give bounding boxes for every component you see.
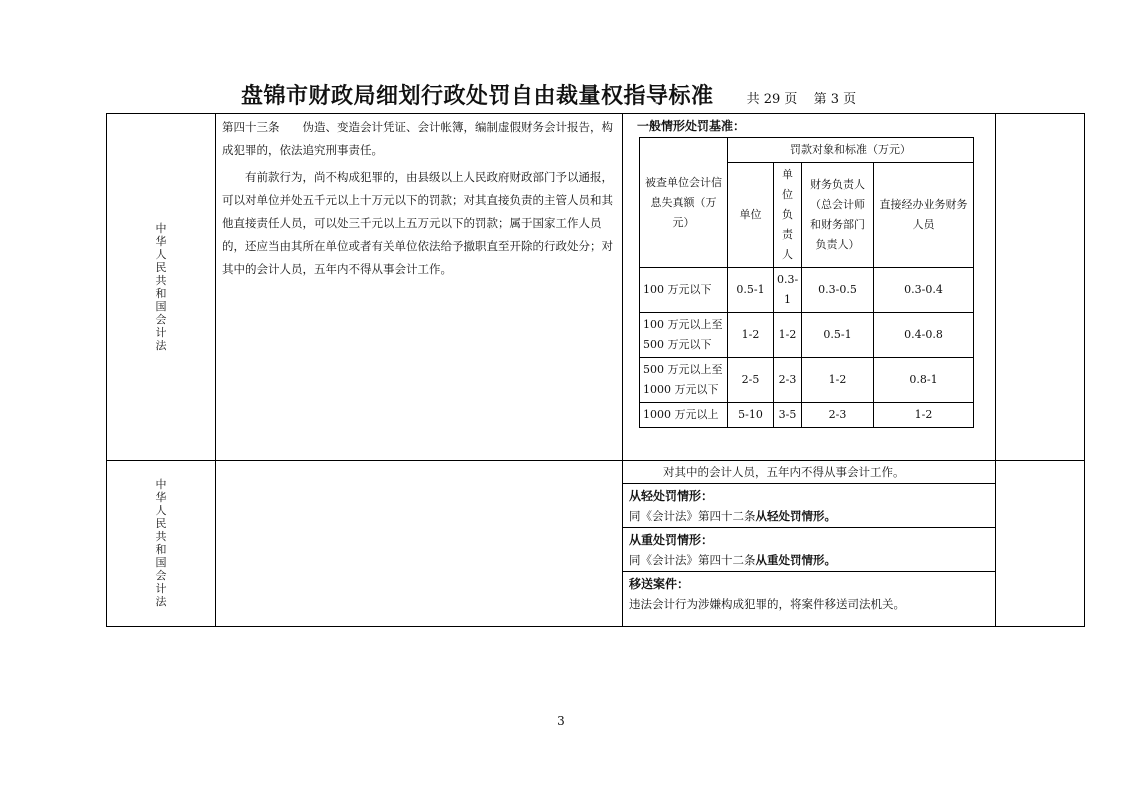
fine-cell: 3-5 [774,403,802,428]
heavy-prefix: 同《会计法》第四十二条 [629,553,756,567]
fine-cell: 100 万元以上至 500 万元以下 [640,313,728,358]
fine-table [639,137,974,428]
light-bold: 从轻处罚情形。 [755,509,836,523]
penalty-cell [623,114,996,461]
fine-cell: 100 万元以下 [640,268,728,313]
fine-cell: 0.3-1 [774,268,802,313]
fine-cell: 2-3 [802,403,874,428]
page-number: 3 [557,714,565,728]
heavy-heading: 从重处罚情形： [629,533,714,547]
table-row [640,313,974,358]
light-prefix: 同《会计法》第四十二条 [629,509,756,523]
remarks-cell-2 [996,461,1085,627]
transfer-text: 违法会计行为涉嫌构成犯罪的，将案件移送司法机关。 [629,597,905,611]
fine-cell: 0.4-0.8 [874,313,974,358]
fine-col-unit: 单位 [728,163,774,268]
fine-cell: 1-2 [774,313,802,358]
fine-cell: 0.5-1 [802,313,874,358]
fine-cell: 1-2 [874,403,974,428]
fine-cell: 5-10 [728,403,774,428]
standard-table [106,113,1085,627]
table-row [640,403,974,428]
intro-text: 对其中的会计人员，五年内不得从事会计工作。 [663,465,905,479]
fine-cell: 1-2 [728,313,774,358]
table-row [640,268,974,313]
article-cell [216,114,623,461]
fine-cell: 2-5 [728,358,774,403]
fine-cell: 0.5-1 [728,268,774,313]
heavy-text [629,552,989,568]
circumstance-cell [623,461,996,627]
law-name: 中华人民共和国会计法 [155,221,167,352]
fine-cell: 1000 万元以上 [640,403,728,428]
fine-col-finance-head: 财务负责人（总会计师和财务部门负责人） [802,163,874,268]
law-name-cell [107,114,216,461]
light-heading: 从轻处罚情形： [629,489,714,503]
heavy-block [623,528,995,572]
fine-col-unit-head: 单位负责人 [774,163,802,268]
intro-block [623,461,995,484]
current-page: 第 3 页 [813,92,857,107]
fine-cell: 0.3-0.5 [802,268,874,313]
fine-col-amount: 被查单位会计信息失真额（万元） [640,138,728,268]
fine-cell: 2-3 [774,358,802,403]
fine-header-group: 罚款对象和标准（万元） [728,138,974,163]
law-name-2: 中华人民共和国会计法 [155,478,167,608]
page-info [747,92,869,107]
fine-cell: 1-2 [802,358,874,403]
transfer-block [623,572,995,615]
table-row [640,358,974,403]
article-paragraph: 有前款行为，尚不构成犯罪的，由县级以上人民政府财政部门予以通报，可以对单位并处五千元以上十万元以下的罚款；对其直接负责的主管人员和其他直接责任人员，可以处三千元以上五万元以下的罚款；属于国家工作人员的，还应当由其所在单位或者有关单位依法给予撤职直至开除的行政处分；对其中的会计人员，五年内不得从事会计工作。 [222,170,613,276]
light-block [623,484,995,528]
transfer-heading: 移送案件： [629,577,690,591]
remarks-cell [996,114,1085,461]
light-text [629,508,989,524]
fine-col-staff: 直接经办业务财务人员 [874,163,974,268]
fine-cell: 0.8-1 [874,358,974,403]
document-title: 盘锦市财政局细划行政处罚自由裁量权指导标准 [241,84,714,109]
article-line: 第四十三条 伪造、变造会计凭证、会计帐簿，编制虚假财务会计报告，构成犯罪的，依法追究刑事责任。 [222,120,613,157]
law-name-cell-2 [107,461,216,627]
page-header [241,79,868,110]
fine-cell: 500 万元以上至 1000 万元以下 [640,358,728,403]
heavy-bold: 从重处罚情形。 [755,553,836,567]
article-cell-2 [216,461,623,627]
total-pages: 共 29 页 [746,92,798,107]
fine-cell: 0.3-0.4 [874,268,974,313]
penalty-title: 一般情形处罚基准： [637,119,746,133]
